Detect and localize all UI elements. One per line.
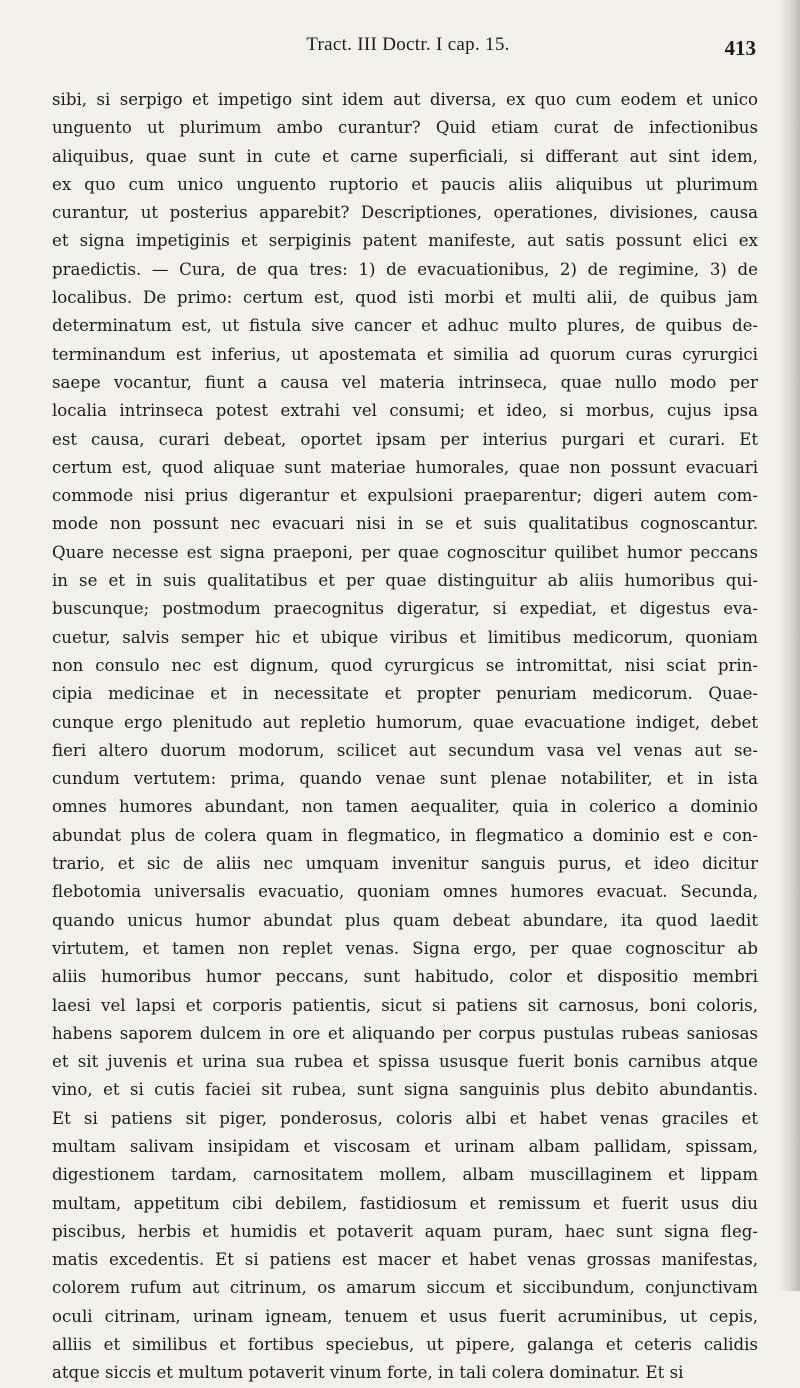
text-line: trario, et sic de aliis nec umquam invenitur sanguis purus, et ideo dicitur	[52, 854, 758, 874]
text-line: Et si patiens sit piger, ponderosus, coloris albi et habet venas graciles et	[52, 1108, 758, 1128]
text-line: fieri altero duorum modorum, scilicet aut secundum vasa vel venas aut se-	[52, 740, 758, 760]
page-number: 413	[724, 36, 756, 60]
text-line: digestionem tardam, carnositatem mollem, albam muscillaginem et lippam	[52, 1165, 758, 1185]
text-line: habens saporem dulcem in ore et aliquando per corpus pustulas rubeas saniosas	[52, 1023, 758, 1043]
page-header	[60, 34, 756, 58]
text-line: alliis et similibus et fortibus speciebus, ut pipere, galanga et ceteris calidis	[52, 1335, 758, 1355]
text-line: curantur, ut posterius apparebit? Descriptiones, operationes, divisiones, causa	[52, 203, 758, 223]
text-line: omnes humores abundant, non tamen aequaliter, quia in colerico a dominio	[52, 797, 758, 817]
text-line: non consulo nec est dignum, quod cyrurgicus se intromittat, nisi sciat prin-	[52, 655, 758, 675]
text-line: terminandum est inferius, ut apostemata et similia ad quorum curas cyrurgici	[52, 344, 758, 364]
text-line: flebotomia universalis evacuatio, quoniam omnes humores evacuat. Secunda,	[52, 882, 758, 902]
text-line: certum est, quod aliquae sunt materiae humorales, quae non possunt evacuari	[52, 457, 758, 477]
text-line: abundat plus de colera quam in flegmatico, in flegmatico a dominio est e con-	[52, 825, 758, 845]
text-line: colorem rufum aut citrinum, os amarum siccum et siccibundum, conjunctivam	[52, 1278, 758, 1298]
text-line: virtutem, et tamen non replet venas. Signa ergo, per quae cognoscitur ab	[52, 938, 758, 958]
text-line: cuetur, salvis semper hic et ubique viribus et limitibus medicorum, quoniam	[52, 627, 758, 647]
text-line: commode nisi prius digerantur et expulsioni praeparentur; digeri autem com-	[52, 486, 758, 506]
text-line: matis excedentis. Et si patiens est macer et habet venas grossas manifestas,	[52, 1250, 758, 1270]
text-line: et sit juvenis et urina sua rubea et spissa ususque fuerit bonis carnibus atque	[52, 1052, 758, 1072]
text-line: et signa impetiginis et serpiginis patent manifeste, aut satis possunt elici ex	[52, 231, 758, 251]
text-line: quando unicus humor abundat plus quam debeat abundare, ita quod laedit	[52, 910, 758, 930]
text-line: determinatum est, ut fistula sive cancer et adhuc multo plures, de quibus de-	[52, 316, 758, 336]
text-line: multam salivam insipidam et viscosam et urinam albam pallidam, spissam,	[52, 1136, 758, 1156]
text-line: vino, et si cutis faciei sit rubea, sunt signa sanguinis plus debito abundantis.	[52, 1080, 758, 1100]
text-line: mode non possunt nec evacuari nisi in se et suis qualitatibus cognoscantur.	[52, 514, 758, 534]
text-line: multam, appetitum cibi debilem, fastidiosum et remissum et fuerit usus diu	[52, 1193, 758, 1213]
text-line: aliquibus, quae sunt in cute et carne superficiali, si differant aut sint idem,	[52, 146, 758, 166]
text-line: ex quo cum unico unguento ruptorio et paucis aliis aliquibus ut plurimum	[52, 174, 758, 194]
text-line: saepe vocantur, fiunt a causa vel materia intrinseca, quae nullo modo per	[52, 372, 758, 392]
running-head: Tract. III Doctr. I cap. 15.	[306, 34, 510, 55]
text-line: sibi, si serpigo et impetigo sint idem aut diversa, ex quo cum eodem et unico	[52, 90, 758, 109]
text-line: cipia medicinae et in necessitate et propter penuriam medicorum. Quae-	[52, 684, 758, 704]
text-line: praedictis. — Cura, de qua tres: 1) de evacuationibus, 2) de regimine, 3) de	[52, 259, 758, 279]
text-line: atque siccis et multum potaverit vinum forte, in tali colera dominatur. Et si	[52, 1363, 684, 1383]
text-line: in se et in suis qualitatibus et per quae distinguitur ab aliis humoribus qui-	[52, 571, 758, 591]
text-line: unguento ut plurimum ambo curantur? Quid etiam curat de infectionibus	[52, 118, 758, 138]
text-line: buscunque; postmodum praecognitus digeratur, si expediat, et digestus eva-	[52, 599, 758, 619]
scan-edge-shadow	[778, 0, 800, 1291]
text-line: est causa, curari debeat, oportet ipsam per interius purgari et curari. Et	[52, 429, 758, 449]
text-line: oculi citrinam, urinam igneam, tenuem et usus fuerit acruminibus, ut cepis,	[52, 1306, 758, 1326]
text-line: piscibus, herbis et humidis et potaverit aquam puram, haec sunt signa fleg-	[52, 1221, 758, 1241]
text-line: localibus. De primo: certum est, quod isti morbi et multi alii, de quibus jam	[52, 288, 758, 308]
text-line: cunque ergo plenitudo aut repletio humorum, quae evacuatione indiget, debet	[52, 712, 758, 732]
text-line: aliis humoribus humor peccans, sunt habitudo, color et dispositio membri	[52, 967, 758, 987]
text-line: cundum vertutem: prima, quando venae sunt plenae notabiliter, et in ista	[52, 769, 758, 789]
body-text	[52, 86, 758, 1388]
text-line: localia intrinseca potest extrahi vel consumi; et ideo, si morbus, cujus ipsa	[52, 401, 758, 421]
text-line: laesi vel lapsi et corporis patientis, sicut si patiens sit carnosus, boni coloris,	[52, 995, 758, 1015]
text-line: Quare necesse est signa praeponi, per quae cognoscitur quilibet humor peccans	[52, 542, 758, 562]
